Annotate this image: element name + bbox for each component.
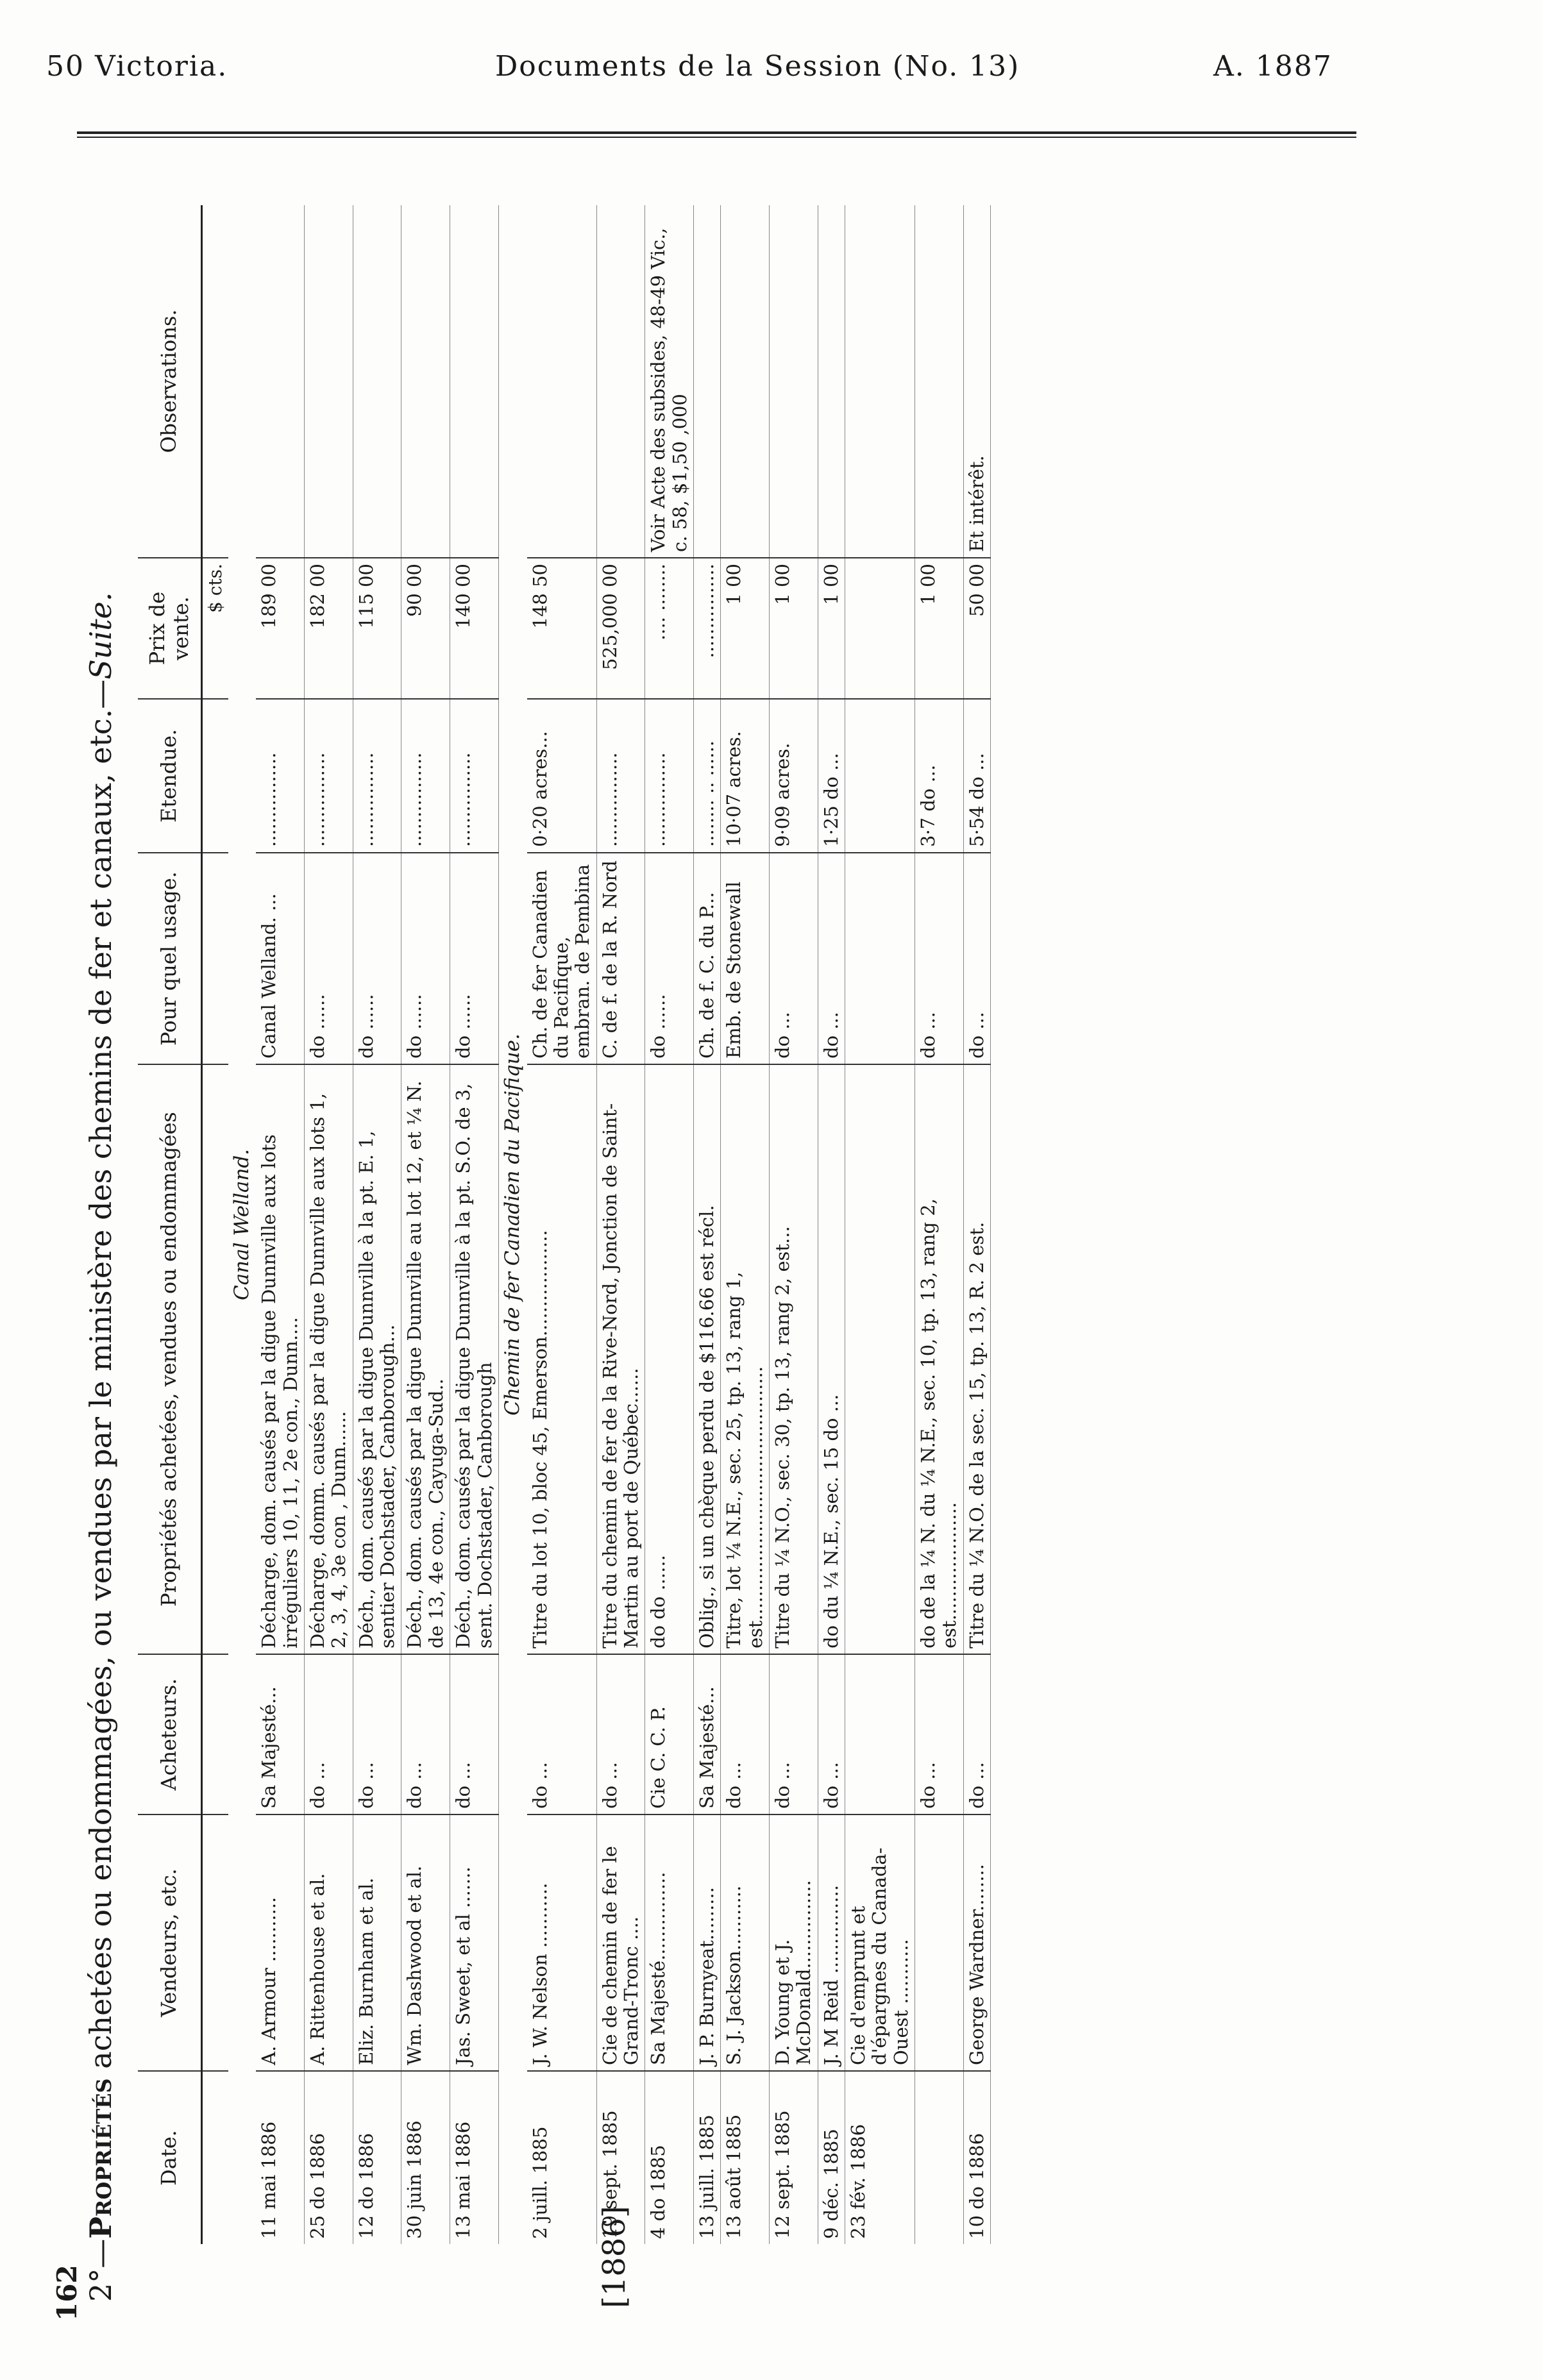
cell-acheteur: do ... (769, 1654, 818, 1814)
section-row-pacifique (498, 205, 527, 2244)
cell-etendue: ................ (645, 699, 694, 853)
cell-acheteur: do ... (527, 1654, 597, 1814)
cell-propriete: Titre du chemin de fer de la Rive-Nord, Jonction de Saint-Martin au port de Québec...... (596, 1064, 645, 1654)
cell-date (915, 2071, 964, 2244)
cell-vendeur: J. W. Nelson ........... (527, 1814, 597, 2071)
cell-propriete: do de la ¼ N. du ¼ N.E., sec. 10, tp. 13, rang 2, est.................... (915, 1064, 964, 1654)
cell-usage: do ... (769, 853, 818, 1064)
cell-usage: Emb. de Stonewall (721, 853, 770, 1064)
cell-date: 30 juin 1886 (401, 2071, 450, 2244)
cell-obs: Voir Acte des subsides, 48-49 Vic., c. 58, $1,50 ,000 (645, 205, 694, 558)
section-pacifique: Chemin de fer Canadien du Pacifique. (500, 1034, 524, 1416)
cell-date: 13 mai 1886 (450, 2071, 499, 2244)
title-rest: achetées ou endommagées, ou vendues par le ministère des chemins de fer et canaux, etc.— (83, 679, 118, 2079)
cell-prix: 182 00 (305, 558, 353, 699)
cell-usage: Canal Welland. ... (256, 853, 304, 1064)
cell-date: 13 juill. 1885 (693, 2071, 720, 2244)
table-row (915, 205, 964, 2244)
cell-propriete: Décharge, domm. causés par la digue Dunnville aux lots 1, 2, 3, 4, 3e con , Dunn...... (305, 1064, 353, 1654)
cell-etendue: ................ (305, 699, 353, 853)
cell-vendeur: J. M Reid ............... (818, 1814, 845, 2071)
cell-vendeur: S. J. Jackson........... (721, 1814, 770, 2071)
year-stamp: [1886] (596, 2206, 632, 2308)
cell-propriete: Titre du lot 10, bloc 45, Emerson.................. (527, 1064, 597, 1654)
col-proprietes: Propriétés achetées, vendues ou endommagées (138, 1064, 201, 1654)
cell-date: 23 fév. 1886 (845, 2071, 915, 2244)
cell-propriete: Oblig., si un chèque perdu de $116.66 est récl. (693, 1064, 720, 1654)
cell-etendue: ................ (353, 699, 401, 853)
cell-acheteur: do ... (353, 1654, 401, 1814)
cell-obs (256, 205, 304, 558)
header-rule (77, 131, 1356, 134)
cell-etendue: ................ (450, 699, 499, 853)
cell-obs (450, 205, 499, 558)
title-prefix: 2°— (83, 2238, 118, 2302)
cell-prix: 1 00 (769, 558, 818, 699)
cell-prix: 148 50 (527, 558, 597, 699)
cell-prix: 115 00 (353, 558, 401, 699)
cell-etendue: ................ (596, 699, 645, 853)
cell-acheteur (845, 1654, 915, 1814)
table-title (83, 186, 128, 2302)
currency-row (201, 205, 228, 2244)
cell-usage: do ...... (645, 853, 694, 1064)
cell-prix: 189 00 (256, 558, 304, 699)
cell-vendeur: J. P. Burnyeat......... (693, 1814, 720, 2071)
cell-etendue: 3·7 do ... (915, 699, 964, 853)
table-row (596, 205, 645, 2244)
cell-obs (527, 205, 597, 558)
table-row (645, 205, 694, 2244)
cell-date: 13 août 1885 (721, 2071, 770, 2244)
cell-etendue: ................ (401, 699, 450, 853)
cell-etendue: 10·07 acres. (721, 699, 770, 853)
cell-prix: .... ........ (645, 558, 694, 699)
cell-etendue: 9·09 acres. (769, 699, 818, 853)
cell-obs (353, 205, 401, 558)
cell-usage: do ... (963, 853, 990, 1064)
cell-obs (818, 205, 845, 558)
table-row (845, 205, 915, 2244)
cell-acheteur: do ... (401, 1654, 450, 1814)
cell-propriete: Titre du ¼ N.O., sec. 30, tp. 13, rang 2, est... (769, 1064, 818, 1654)
col-etendue: Etendue. (138, 699, 201, 853)
cell-acheteur: do ... (818, 1654, 845, 1814)
cell-prix: ................ (693, 558, 720, 699)
header-left: 50 Victoria. (46, 50, 228, 83)
col-usage: Pour quel usage. (138, 853, 201, 1064)
cell-usage: do ...... (450, 853, 499, 1064)
cell-propriete: Déch., dom. causés par la digue Dunnville au lot 12, et ¼ N. de 13, 4e con., Cayuga-Sud.. (401, 1064, 450, 1654)
cell-prix: 90 00 (401, 558, 450, 699)
cell-obs (769, 205, 818, 558)
header-center: Documents de la Session (No. 13) (495, 50, 1020, 83)
cell-acheteur: Sa Majesté... (256, 1654, 304, 1814)
header-row (138, 205, 201, 2244)
cell-prix: 1 00 (721, 558, 770, 699)
cell-usage: C. de f. de la R. Nord (596, 853, 645, 1064)
cell-propriete: do do ...... (645, 1064, 694, 1654)
col-acheteurs: Acheteurs. (138, 1654, 201, 1814)
cell-acheteur: Cie C. C. P. (645, 1654, 694, 1814)
cell-prix: 1 00 (915, 558, 964, 699)
cell-vendeur: D. Young et J. McDonald............... (769, 1814, 818, 2071)
table-row (256, 205, 304, 2244)
cell-usage: Ch. de fer Canadien du Pacifique, embran. de Pembina (527, 853, 597, 1064)
cell-date: 11 mai 1886 (256, 2071, 304, 2244)
cell-obs (693, 205, 720, 558)
cell-vendeur: Sa Majesté............... (645, 1814, 694, 2071)
cell-etendue: ................ (256, 699, 304, 853)
cell-propriete: do du ¼ N.E., sec. 15 do ... (818, 1064, 845, 1654)
cell-date: 10 do 1886 (963, 2071, 990, 2244)
cell-obs (596, 205, 645, 558)
cell-propriete: Déch., dom. causés par la digue Dunnville à la pt. E. 1, sentier Dochstader, Canborough... (353, 1064, 401, 1654)
title-suite: Suite. (83, 592, 118, 680)
cell-usage: do ...... (401, 853, 450, 1064)
cell-vendeur: A. Rittenhouse et al. (305, 1814, 353, 2071)
cell-vendeur: George Wardner........ (963, 1814, 990, 2071)
cell-acheteur: do ... (721, 1654, 770, 1814)
cell-obs (305, 205, 353, 558)
title-caps: Propriétés (83, 2078, 118, 2239)
cell-propriete (845, 1064, 915, 1654)
cell-usage (845, 853, 915, 1064)
cell-acheteur: do ... (915, 1654, 964, 1814)
cell-prix: 140 00 (450, 558, 499, 699)
table-row (818, 205, 845, 2244)
cell-date: 4 do 1885 (645, 2071, 694, 2244)
cell-date: 25 do 1886 (305, 2071, 353, 2244)
col-observations: Observations. (138, 205, 201, 558)
cell-acheteur: do ... (963, 1654, 990, 1814)
cell-date: 12 do 1886 (353, 2071, 401, 2244)
cell-date: 12 sept. 1885 (769, 2071, 818, 2244)
cell-vendeur: Cie d'emprunt et d'épargnes du Canada-Ouest ........... (845, 1814, 915, 2071)
cell-vendeur: Eliz. Burnham et al. (353, 1814, 401, 2071)
cell-obs (915, 205, 964, 558)
table-row (963, 205, 990, 2244)
cell-usage: do ... (915, 853, 964, 1064)
cell-usage: do ... (818, 853, 845, 1064)
cell-vendeur (915, 1814, 964, 2071)
cell-etendue: 5·54 do ... (963, 699, 990, 853)
table-row (693, 205, 720, 2244)
cell-obs (845, 205, 915, 558)
cell-date: 9 déc. 1885 (818, 2071, 845, 2244)
table-row (769, 205, 818, 2244)
rotated-page-body (51, 147, 1328, 2327)
cell-etendue: ........ .. ...... (693, 699, 720, 853)
cell-vendeur: Jas. Sweet, et al ....... (450, 1814, 499, 2071)
cell-date: 2 juill. 1885 (527, 2071, 597, 2244)
cell-etendue: 0·20 acres... (527, 699, 597, 853)
cell-obs (721, 205, 770, 558)
currency-label: $ cts. (201, 558, 228, 699)
cell-prix: 525,000 00 (596, 558, 645, 699)
col-vendeurs: Vendeurs, etc. (138, 1814, 201, 2071)
cell-date: 19 sept. 1885 (596, 2071, 645, 2244)
cell-propriete: Décharge, dom. causés par la digue Dunnville aux lots irréguliers 10, 11, 2e con., Dunn.... (256, 1064, 304, 1654)
cell-acheteur: do ... (305, 1654, 353, 1814)
cell-usage: do ...... (305, 853, 353, 1064)
running-header (46, 50, 1361, 88)
col-prix: Prix de vente. (138, 558, 201, 699)
cell-obs: Et intérêt. (963, 205, 990, 558)
table-row (305, 205, 353, 2244)
header-right: A. 1887 (1213, 50, 1333, 83)
cell-propriete: Titre du ¼ N.O. de la sec. 15, tp. 13, R. 2 est. (963, 1064, 990, 1654)
cell-obs (401, 205, 450, 558)
table-row (527, 205, 597, 2244)
table-row (353, 205, 401, 2244)
cell-acheteur: do ... (596, 1654, 645, 1814)
table-row (450, 205, 499, 2244)
cell-vendeur: Cie de chemin de fer le Grand-Tronc .... (596, 1814, 645, 2071)
col-date: Date. (138, 2071, 201, 2244)
header-rule-thin (77, 137, 1356, 138)
cell-acheteur: do ... (450, 1654, 499, 1814)
cell-vendeur: Wm. Dashwood et al. (401, 1814, 450, 2071)
section-row-welland (228, 205, 257, 2244)
cell-propriete: Titre, lot ¼ N.E., sec. 25, tp. 13, rang 1, est........................................... (721, 1064, 770, 1654)
cell-prix (845, 558, 915, 699)
table-row (401, 205, 450, 2244)
cell-usage: do ...... (353, 853, 401, 1064)
cell-acheteur: Sa Majesté... (693, 1654, 720, 1814)
cell-etendue (845, 699, 915, 853)
table-row (721, 205, 770, 2244)
section-welland: Canal Welland. (230, 1148, 253, 1301)
properties-table (138, 205, 991, 2244)
cell-vendeur: A. Armour ........... (256, 1814, 304, 2071)
cell-etendue: 1·25 do ... (818, 699, 845, 853)
cell-usage: Ch. de f. C. du P... (693, 853, 720, 1064)
page-number: 162 (51, 2265, 83, 2321)
cell-prix: 1 00 (818, 558, 845, 699)
cell-prix: 50 00 (963, 558, 990, 699)
cell-propriete: Déch., dom. causés par la digue Dunnville à la pt. S.O. de 3, sent. Dochstader, Canborough (450, 1064, 499, 1654)
